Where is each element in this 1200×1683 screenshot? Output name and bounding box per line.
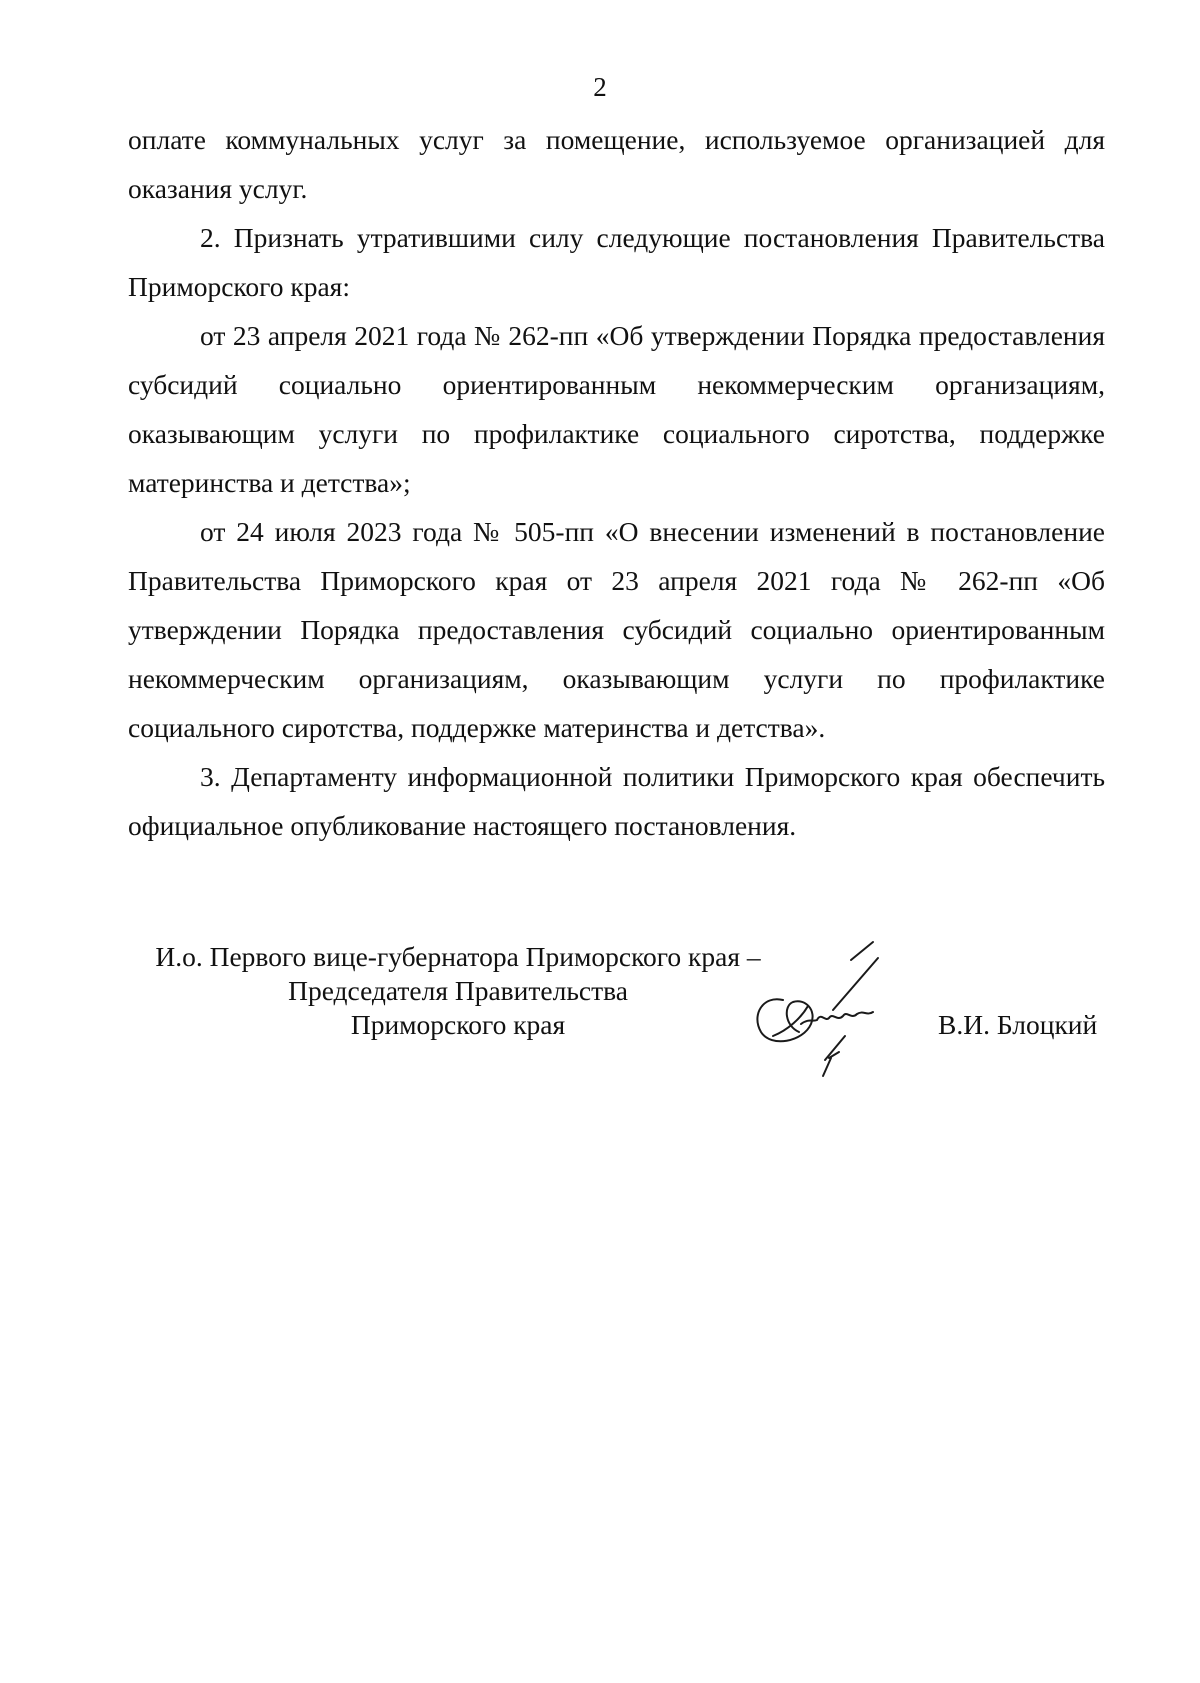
signatory-title-line: Приморского края [350, 1009, 566, 1040]
signatory-title-line: И.о. Первого вице-губернатора Приморского края – [155, 941, 761, 972]
paragraph-repealed-act-2: от 24 июля 2023 года № 505-пп «О внесении изменений в постановление Правительства Приморского края от 23 апреля 2021 года № 262-пп «Об утверждении Порядка предоставления субсидий социально ориентированным некоммерческим организациям, оказывающим услуги по профилактике социального сиротства, поддержке материнства и детства». [128, 516, 1105, 743]
signatory-name: В.И. Блоцкий [938, 1009, 1098, 1040]
document-body [128, 115, 1105, 850]
signatory-title [138, 940, 778, 1042]
page-number: 2 [593, 72, 607, 102]
paragraph-item-2: 2. Признать утратившими силу следующие постановления Правительства Приморского края: [128, 222, 1105, 302]
paragraph-continuation: оплате коммунальных услуг за помещение, используемое организацией для оказания услуг. [128, 124, 1105, 204]
signatory-title-line: Председателя Правительства [288, 975, 628, 1006]
paragraph-item-3: 3. Департаменту информационной политики Приморского края обеспечить официальное опубликование настоящего постановления. [128, 761, 1105, 841]
paragraph-repealed-act-1: от 23 апреля 2021 года № 262-пп «Об утверждении Порядка предоставления субсидий социально ориентированным некоммерческим организациям, оказывающим услуги по профилактике социального сиротства, поддержке материнства и детства»; [128, 320, 1105, 498]
handwritten-signature [713, 940, 913, 1080]
signature-block [128, 940, 1105, 1090]
